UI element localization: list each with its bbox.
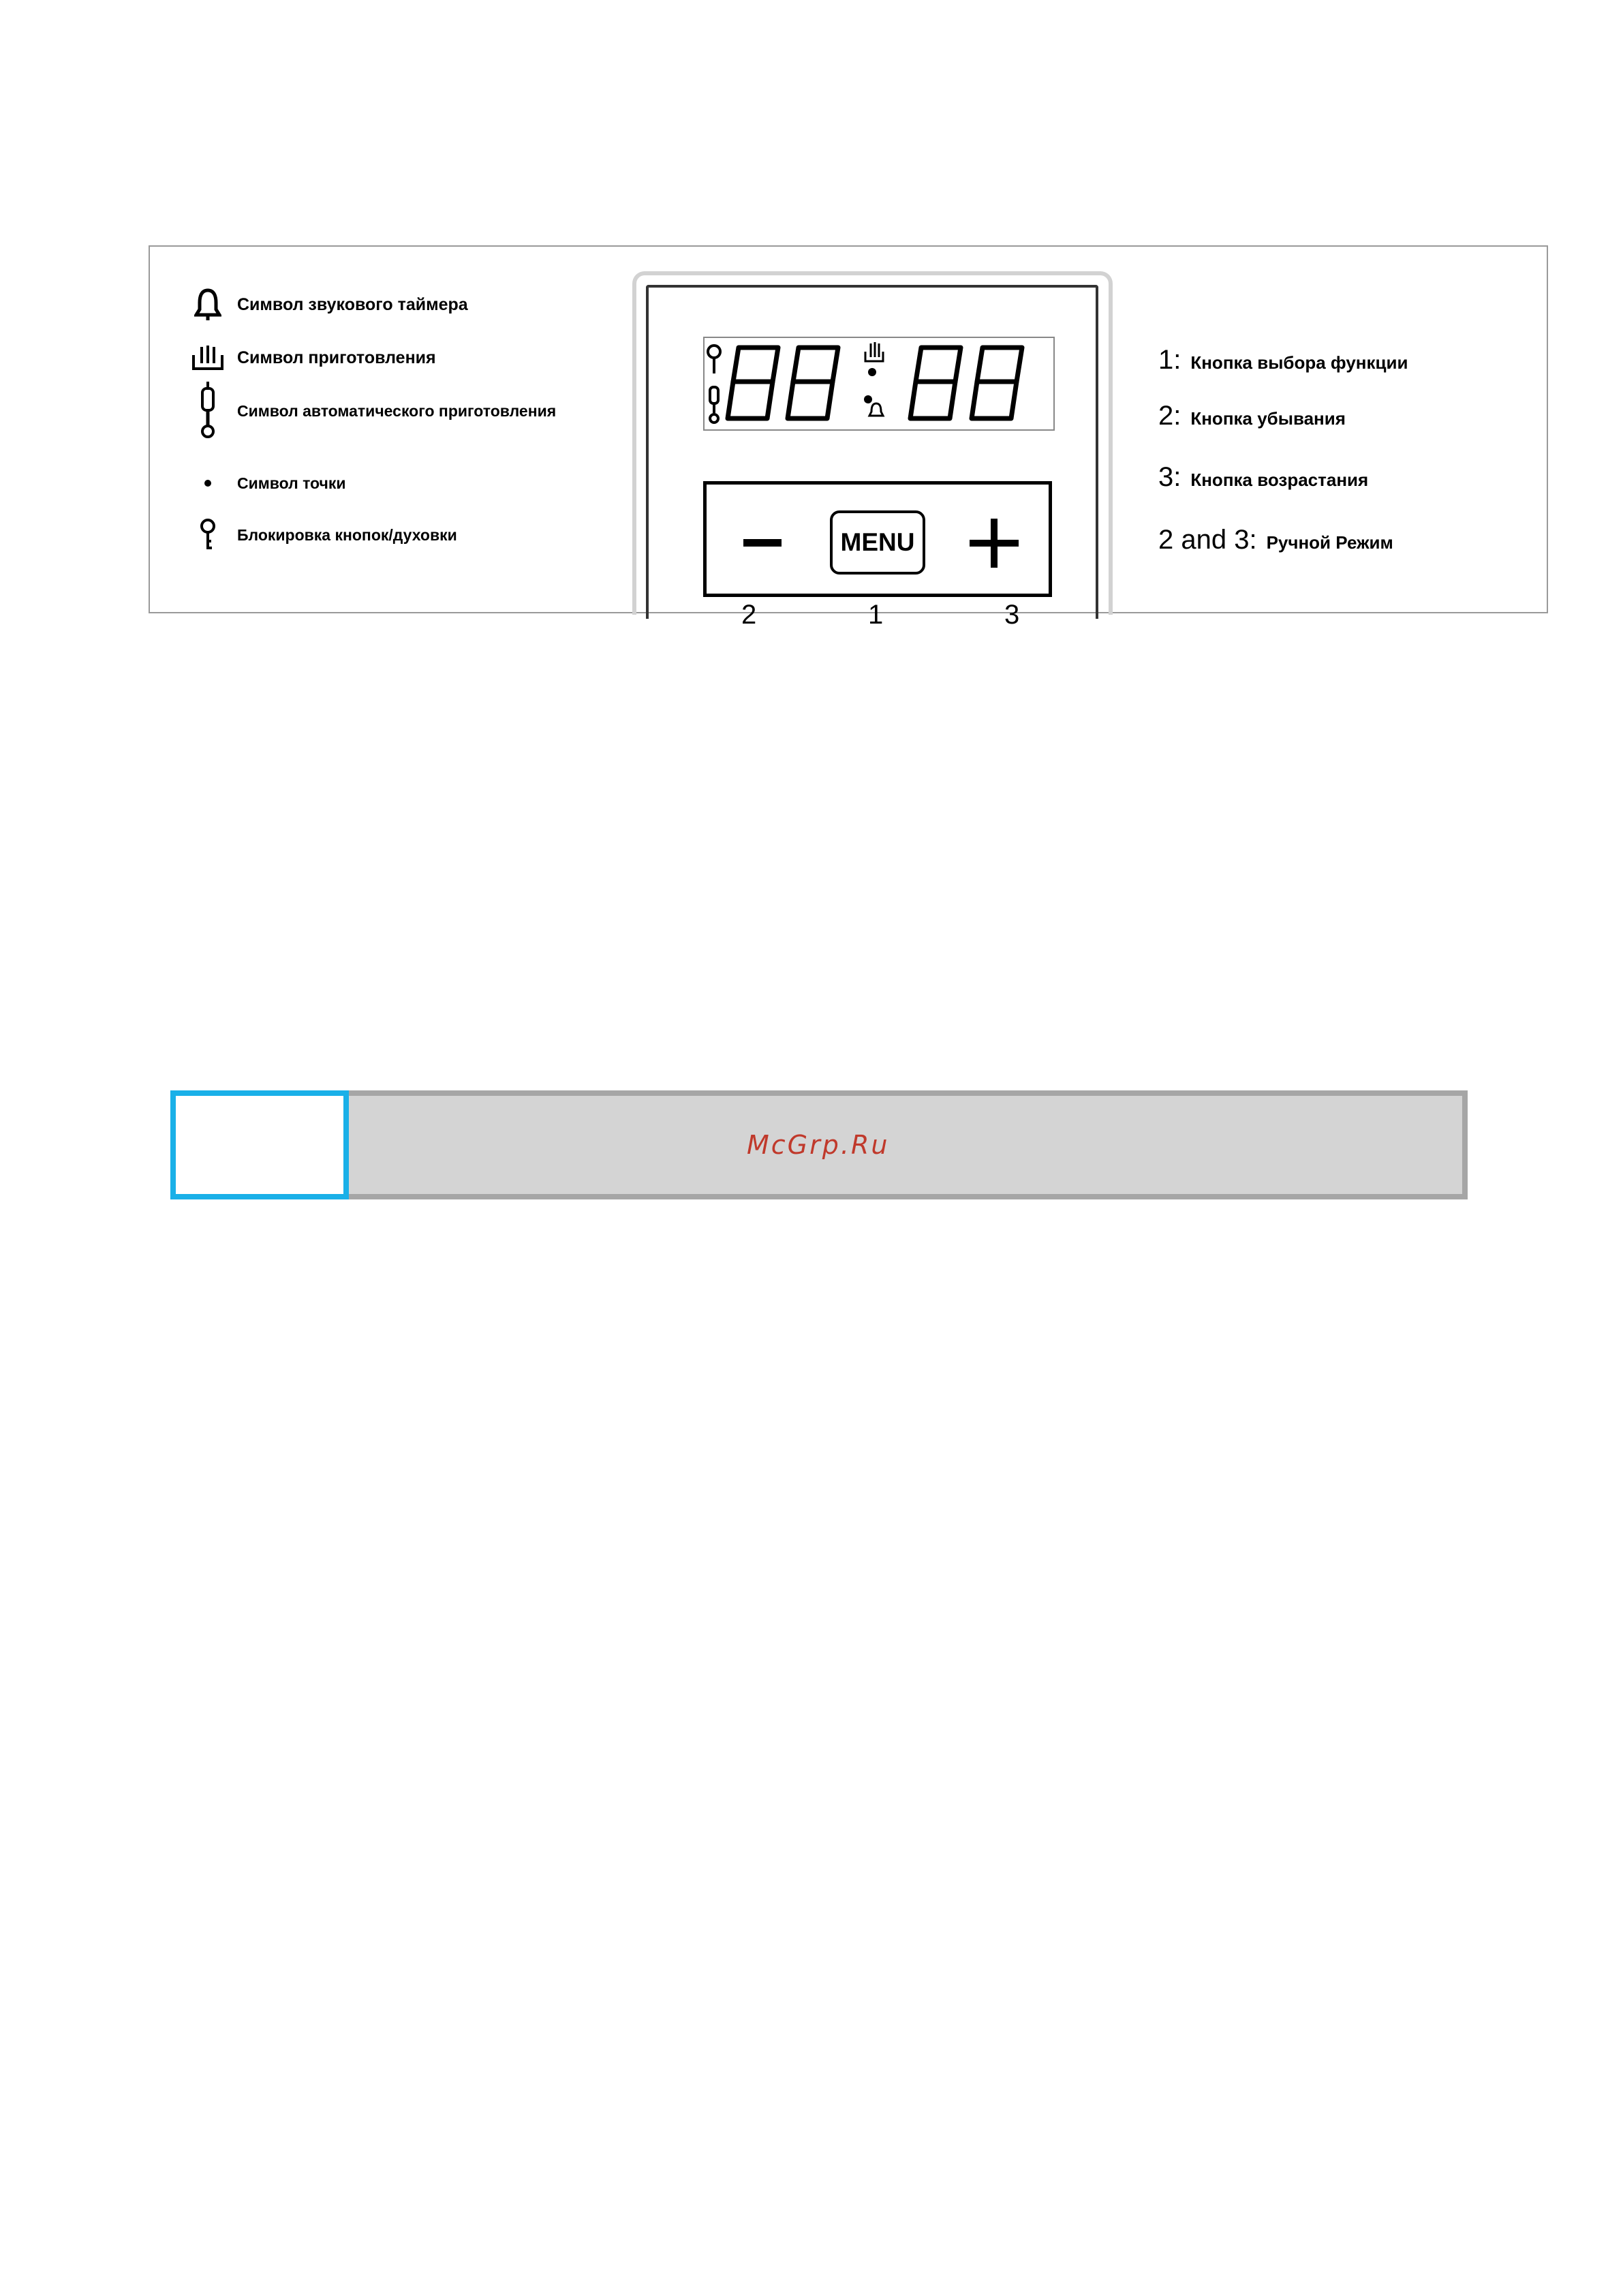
watermark-accent-box bbox=[170, 1090, 349, 1199]
function-label: Ручной Режим bbox=[1266, 532, 1393, 553]
legend-label: Символ точки bbox=[237, 474, 346, 492]
function-number: 1: bbox=[1158, 345, 1181, 375]
menu-button[interactable]: MENU bbox=[830, 510, 925, 575]
watermark-text: McGrp.Ru bbox=[747, 1130, 890, 1160]
watermark-bar bbox=[349, 1090, 1468, 1199]
legend-item-lock bbox=[184, 511, 457, 559]
legend-item-auto-cook bbox=[184, 387, 556, 435]
lcd-cooking-icon bbox=[865, 342, 883, 361]
control-panel-figure bbox=[149, 245, 1548, 630]
panel-inner-frame bbox=[646, 285, 1098, 630]
decrease-button[interactable] bbox=[739, 519, 788, 568]
legend-item-timer bbox=[184, 281, 468, 328]
bell-icon bbox=[184, 281, 232, 328]
function-item-2 bbox=[1158, 401, 1346, 431]
button-number-2: 2 bbox=[741, 600, 757, 630]
legend-label: Символ звукового таймера bbox=[237, 294, 468, 314]
function-item-1 bbox=[1158, 345, 1408, 376]
button-number-1: 1 bbox=[868, 600, 884, 630]
legend-item-dot bbox=[184, 459, 346, 507]
lcd-bell-icon bbox=[869, 403, 883, 416]
function-number: 3: bbox=[1158, 462, 1181, 492]
lcd-digits bbox=[705, 338, 1053, 429]
function-item-4 bbox=[1158, 525, 1393, 555]
cooking-pot-icon bbox=[184, 334, 232, 382]
auto-cook-icon bbox=[184, 387, 232, 435]
oven-control-panel bbox=[632, 271, 1113, 630]
legend-label: Блокировка кнопок/духовки bbox=[237, 525, 457, 544]
key-icon bbox=[184, 511, 232, 559]
button-strip bbox=[703, 481, 1052, 597]
increase-button[interactable] bbox=[965, 515, 1023, 572]
button-number-3: 3 bbox=[1004, 600, 1020, 630]
lcd-auto-cook-icon bbox=[710, 387, 718, 423]
function-number: 2 and 3: bbox=[1158, 525, 1257, 555]
lcd-key-icon bbox=[708, 346, 720, 373]
function-label: Кнопка выбора функции bbox=[1190, 352, 1408, 373]
legend-label: Символ автоматического приготовления bbox=[237, 401, 557, 420]
lcd-display bbox=[703, 337, 1055, 431]
function-label: Кнопка возрастания bbox=[1190, 470, 1369, 490]
function-number: 2: bbox=[1158, 401, 1181, 431]
function-label: Кнопка убывания bbox=[1190, 408, 1346, 429]
legend-label: Символ приготовления bbox=[237, 348, 436, 367]
legend-item-cooking bbox=[184, 334, 436, 382]
function-item-3 bbox=[1158, 462, 1368, 493]
dot-icon bbox=[184, 459, 232, 507]
